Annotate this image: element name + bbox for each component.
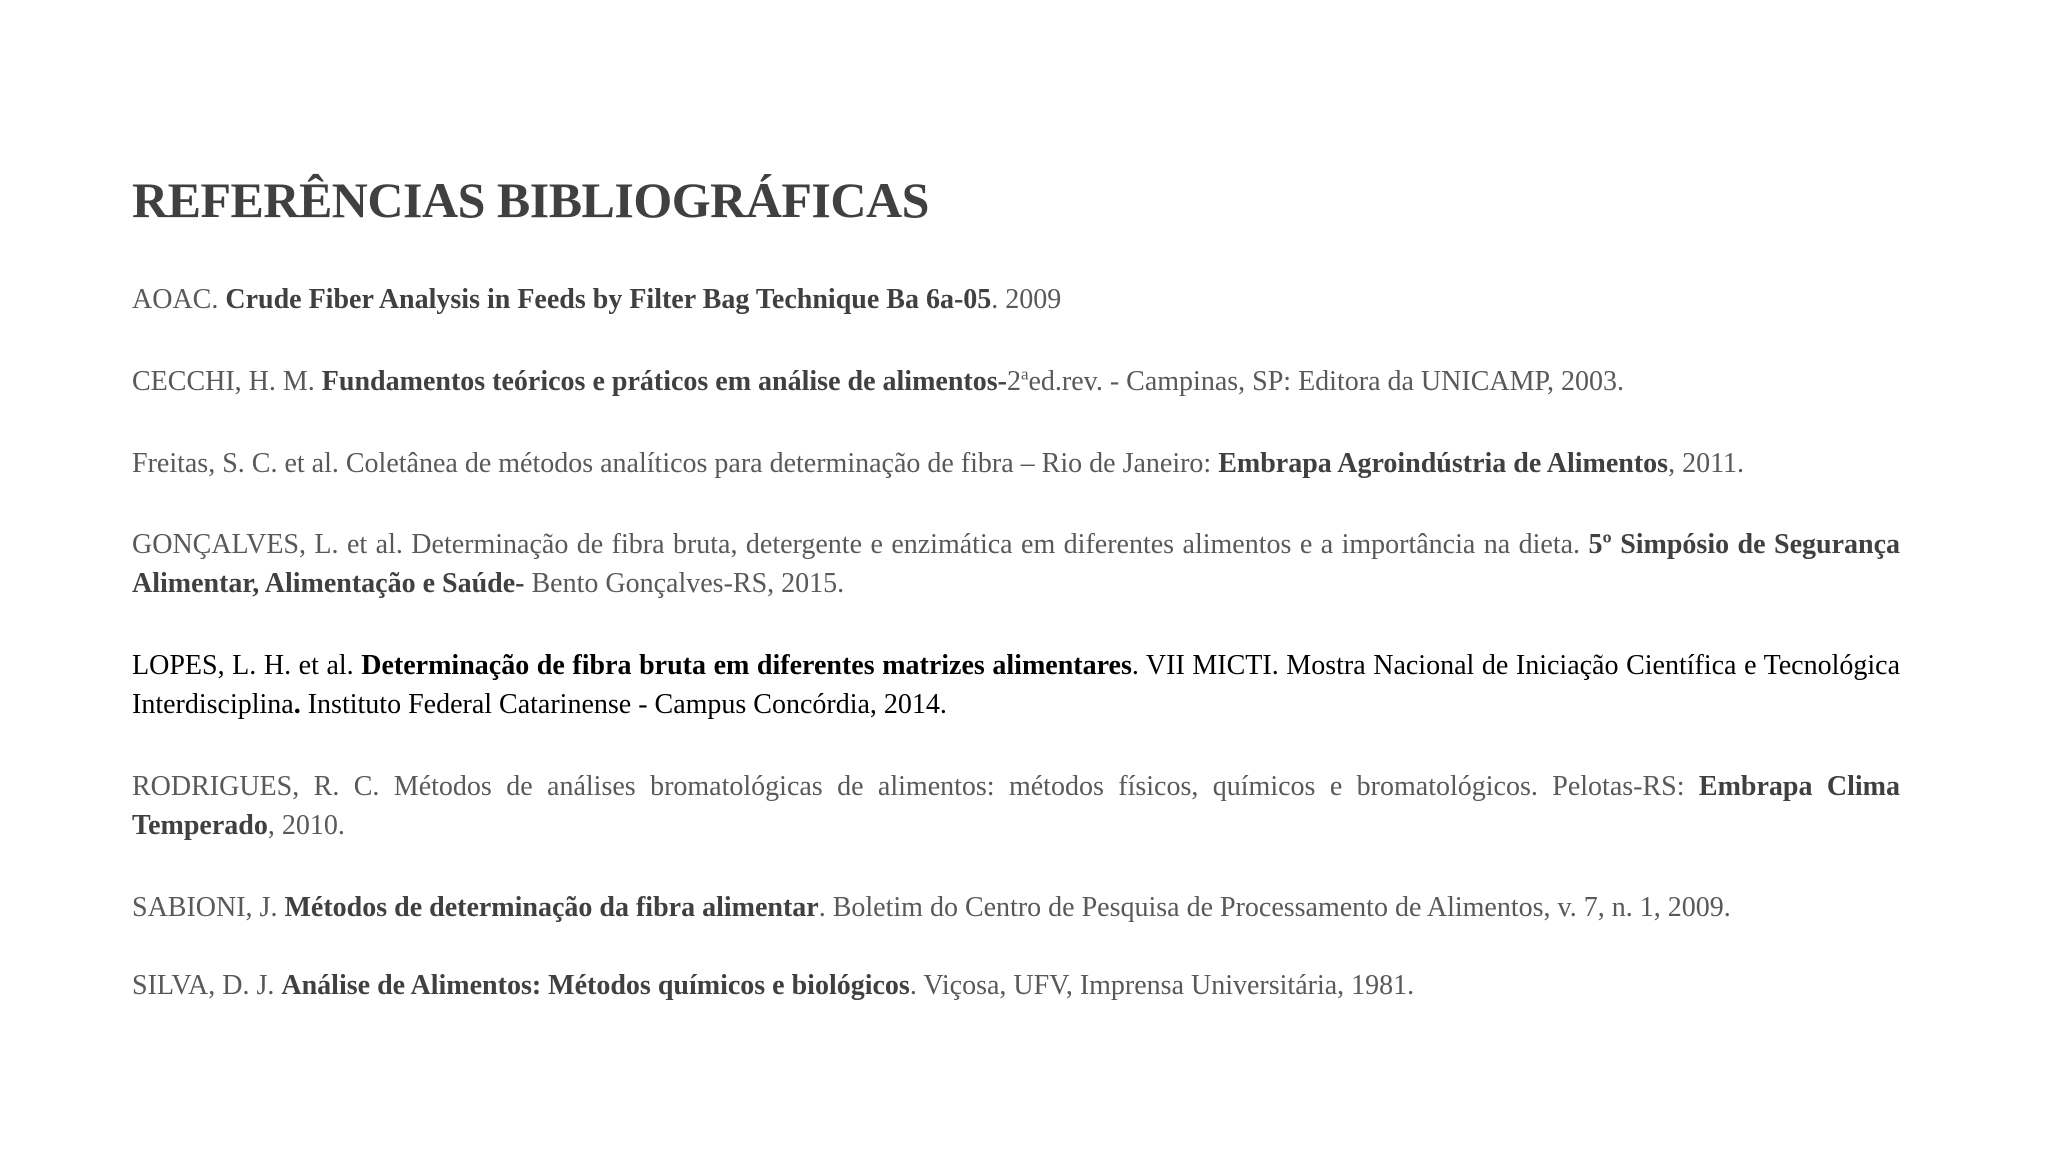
reference-text: GONÇALVES, L. et al. Determinação de fibra bruta, detergente e enzimática em diferentes alimentos e a importância na dieta. [132,529,1589,560]
reference-goncalves [132,525,1900,603]
reference-title: Análise de Alimentos: Métodos químicos e biológicos [281,970,910,1001]
reference-title: Embrapa Clima Temperado [132,771,1900,841]
reference-text: ed.rev. - Campinas, SP: Editora da UNICAMP, 2003. [1028,366,1624,397]
reference-punctuation: . [293,689,301,720]
reference-text: AOAC. [132,284,226,315]
reference-title: Embrapa Agroindústria de Alimentos [1218,448,1669,479]
reference-text: Bento Gonçalves-RS, 2015. [524,568,845,599]
reference-rodrigues [132,767,1900,845]
reference-title: Crude Fiber Analysis in Feeds by Filter Bag Technique Ba 6a-05 [225,284,992,315]
reference-text: , 2011. [1668,448,1745,479]
reference-edition-number: 2 [1006,366,1021,397]
reference-text: SILVA, D. J. [132,970,282,1001]
reference-text: . Boletim do Centro de Pesquisa de Processamento de Alimentos, v. 7, n. 1, 2009. [818,892,1731,923]
reference-text: , 2010. [267,810,345,841]
reference-aoac [132,280,1900,319]
reference-text: LOPES, L. H. et al. [132,650,362,681]
reference-text: . 2009 [991,284,1062,315]
reference-text: SABIONI, J. [132,892,285,923]
reference-title: 5º Simpósio de Segurança Alimentar, Alimentação e Saúde- [132,529,1901,599]
reference-text: CECCHI, H. M. [132,366,322,397]
reference-text: Freitas, S. C. et al. Coletânea de métodos analíticos para determinação de fibra – Rio de Janeiro: [132,448,1219,479]
reference-text: RODRIGUES, R. C. Métodos de análises bromatológicas de alimentos: métodos físicos, químicos e bromatológicos. Pelotas-RS: [132,771,1699,802]
reference-text: . Viçosa, UFV, Imprensa Universitária, 1981. [909,970,1415,1001]
reference-text: Instituto Federal Catarinense - Campus Concórdia, 2014. [300,689,947,720]
reference-text: . VII MICTI. Mostra Nacional de Iniciação Científica e Tecnológica Interdisciplina [132,650,1901,720]
reference-title: Fundamentos teóricos e práticos em análise de alimentos- [321,366,1007,397]
reference-silva [132,966,1900,1005]
reference-cecchi [132,362,1900,401]
reference-lopes [132,646,1900,724]
reference-sabioni [132,888,1900,927]
reference-freitas [132,444,1900,483]
page-title: REFERÊNCIAS BIBLIOGRÁFICAS [132,172,929,228]
reference-title: Métodos de determinação da fibra alimentar [284,892,819,923]
reference-title: Determinação de fibra bruta em diferentes matrizes alimentares [361,650,1132,681]
reference-edition-superscript: a [1020,364,1029,384]
